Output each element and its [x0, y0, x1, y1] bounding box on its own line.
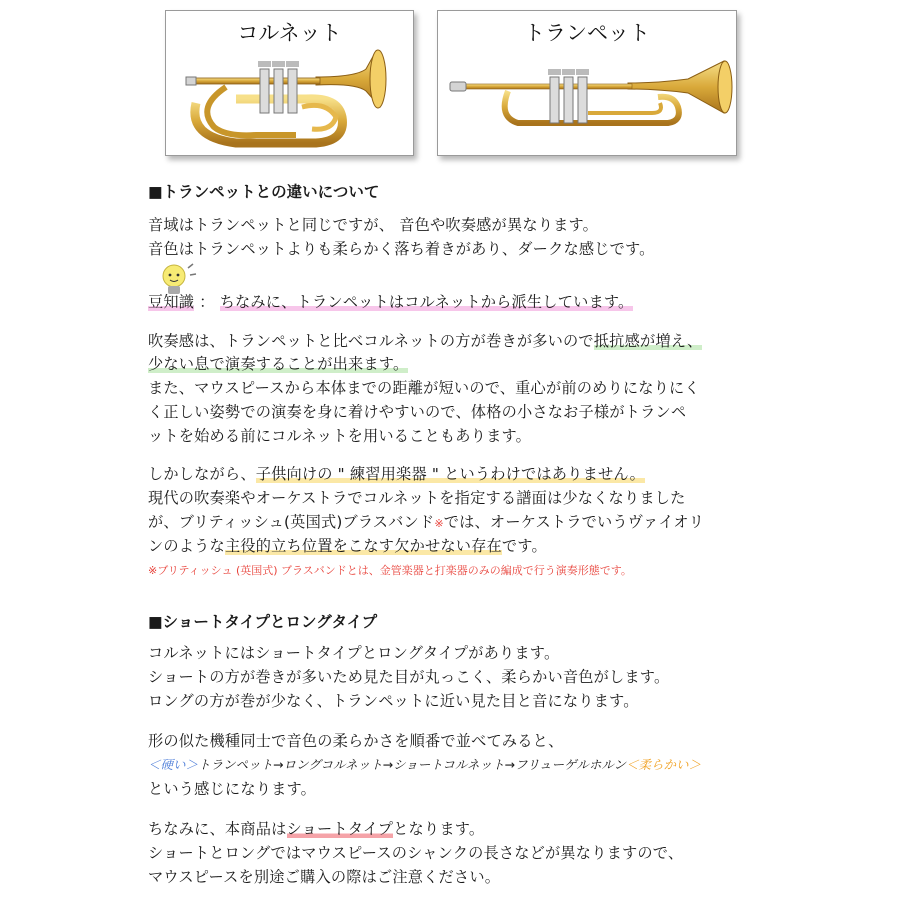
trivia-label: 豆知識: [148, 293, 195, 311]
text-line: コルネットにはショートタイプとロングタイプがあります。: [148, 644, 560, 662]
text-segment: では、オーケストラでいうヴァイオリ: [443, 513, 705, 531]
text-segment: 吹奏感は、トランペットと比べコルネットの方が巻きが多いので: [148, 332, 594, 350]
text-line: 現代の吹奏楽やオーケストラでコルネットを指定する譜面は少なくなりました: [148, 489, 686, 507]
text-line: ショートの方が巻きが多いため見た目が丸っこく、柔らかい音色がします。: [148, 668, 670, 686]
highlight-leading-role: 主役的立ち位置をこなす欠かせない存在: [224, 537, 502, 555]
hard-label: ＜硬い＞: [148, 757, 199, 772]
cornet-image: [166, 47, 413, 153]
text-segment: ちなみに、本商品は: [148, 820, 287, 838]
text-segment: が、ブリティッシュ(英国式)ブラスバンド: [148, 513, 435, 531]
highlight-short-type: ショートタイプ: [286, 820, 394, 838]
soft-label: ＜柔らかい＞: [626, 757, 702, 772]
highlight-resistance: 抵抗感が増え、: [593, 332, 703, 350]
trivia-text: ちなみに、トランペットはコルネットから派生しています。: [219, 293, 634, 311]
text-line: [148, 330, 702, 351]
text-line: [148, 463, 645, 484]
softness-sequence: [148, 755, 701, 773]
text-line: ロングの方が巻が少なく、トランペットに近い見た目と音になります。: [148, 692, 639, 710]
trumpet-image: [438, 47, 736, 153]
trumpet-card: [437, 10, 737, 156]
trivia-separator: ：: [194, 293, 220, 311]
text-line: という感じになります。: [148, 780, 317, 798]
text-segment: しかしながら、: [148, 465, 256, 483]
text-segment: ンのような: [148, 537, 225, 555]
cornet-card: [165, 10, 414, 156]
footnote-mark: ※: [434, 517, 444, 530]
cornet-label: コルネット: [237, 21, 342, 45]
text-line: [148, 511, 704, 532]
text-line: 音色はトランペットよりも柔らかく落ち着きがあり、ダークな感じです。: [148, 240, 655, 258]
text-segment: です。: [501, 537, 547, 555]
text-line: また、マウスピースから本体までの距離が短いので、重心が前のめりになりにく: [148, 379, 700, 397]
text-line: 音域はトランペットと同じですが、 音色や吹奏感が異なります。: [148, 216, 599, 234]
trumpet-label: トランペット: [524, 21, 650, 45]
text-line: ットを始める前にコルネットを用いることもあります。: [148, 427, 532, 445]
text-line: [148, 535, 547, 556]
section-heading-difference: ■トランペットとの違いについて: [148, 183, 380, 201]
trivia-line: [148, 291, 633, 312]
text-segment: となります。: [393, 820, 485, 838]
text-line: [148, 818, 484, 839]
section-heading-types: ■ショートタイプとロングタイプ: [148, 613, 378, 631]
highlight-not-practice: 子供向けの " 練習用楽器 " というわけではありません。: [255, 465, 646, 483]
text-line: ショートとロングではマウスピースのシャンクの長さなどが異なりますので、: [148, 844, 684, 862]
text-line: マウスピースを別途ご購入の際はご注意ください。: [148, 868, 501, 886]
text-line: 形の似た機種同士で音色の柔らかさを順番で並べてみると、: [148, 732, 564, 750]
highlight-breath: 少ない息で演奏することが出来ます。: [148, 355, 409, 373]
sequence-text: トランペット→ロングコルネット→ショートコルネット→フリューゲルホルン: [198, 757, 627, 772]
text-line: [148, 353, 408, 374]
text-line: く正しい姿勢での演奏を身に着けやすいので、体格の小さなお子様がトランペ: [148, 403, 687, 421]
footnote: ※ブリティッシュ (英国式) ブラスバンドとは、金管楽器と打楽器のみの編成で行う演奏形態です。: [148, 564, 632, 577]
